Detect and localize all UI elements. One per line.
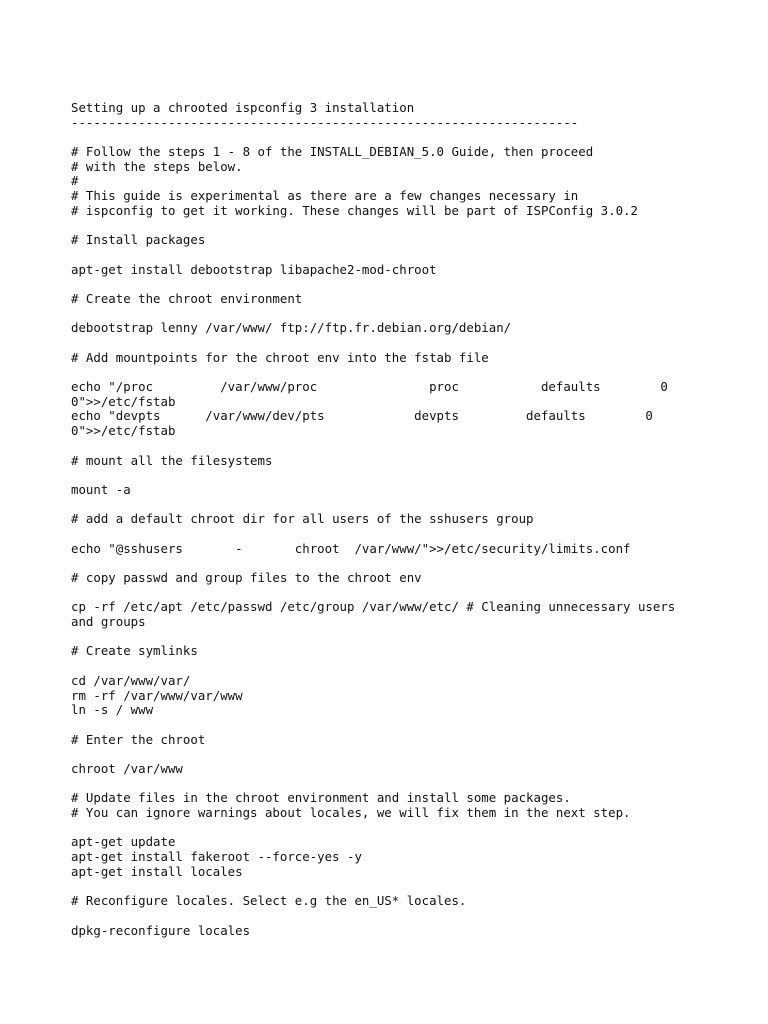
blank-line xyxy=(71,586,761,601)
comment-line: # Create the chroot environment xyxy=(71,290,303,306)
comment-line: # ispconfig to get it working. These changes will be part of ISPConfig 3.0.2 xyxy=(71,202,638,218)
blank-line xyxy=(71,630,761,645)
comment-line: # This guide is experimental as there are a few changes necessary in xyxy=(71,188,579,204)
comment-line: # Update files in the chroot environment and install some packages. xyxy=(71,790,571,806)
blank-line xyxy=(71,336,761,351)
document-title: Setting up a chrooted ispconfig 3 installation xyxy=(71,100,415,115)
blank-line xyxy=(71,498,761,513)
blank-line xyxy=(71,556,761,571)
title-underline: -------------------------------------------------------------------- xyxy=(71,114,579,130)
command-line: echo "@sshusers - chroot /var/www/">>/etc/security/limits.conf xyxy=(71,540,631,556)
blank-line xyxy=(71,248,761,263)
comment-line: # add a default chroot dir for all users of the sshusers group xyxy=(71,511,534,527)
command-line: ln -s / www xyxy=(71,702,154,718)
command-line: dpkg-reconfigure locales xyxy=(71,922,251,938)
comment-line: # Enter the chroot xyxy=(71,731,206,747)
comment-line: # Reconfigure locales. Select e.g the en_US* locales. xyxy=(71,893,467,909)
comment-line: # Follow the steps 1 - 8 of the INSTALL_DEBIAN_5.0 Guide, then proceed xyxy=(71,144,594,160)
document-text xyxy=(71,101,761,938)
command-line: cd /var/www/var/ xyxy=(71,672,191,688)
blank-line xyxy=(71,277,761,292)
command-line: apt-get install debootstrap libapache2-mod-chroot xyxy=(71,261,437,277)
command-line: chroot /var/www xyxy=(71,760,183,776)
blank-line xyxy=(71,777,761,792)
command-line: 0">>/etc/fstab xyxy=(71,393,176,409)
blank-line xyxy=(71,718,761,733)
comment-line: # Add mountpoints for the chroot env into the fstab file xyxy=(71,349,489,365)
blank-line xyxy=(71,527,761,542)
command-line: 0">>/etc/fstab xyxy=(71,423,176,439)
command-line: apt-get update xyxy=(71,834,176,850)
command-line: rm -rf /var/www/var/www xyxy=(71,687,243,703)
blank-line xyxy=(71,219,761,234)
command-line: and groups xyxy=(71,614,146,630)
comment-line: # Create symlinks xyxy=(71,643,198,659)
comment-line: # with the steps below. xyxy=(71,158,243,174)
blank-line xyxy=(71,747,761,762)
blank-line xyxy=(71,659,761,674)
blank-line xyxy=(71,307,761,322)
blank-line xyxy=(71,365,761,380)
comment-line: # You can ignore warnings about locales, we will fix them in the next step. xyxy=(71,805,631,820)
command-line: cp -rf /etc/apt /etc/passwd /etc/group /var/www/etc/ # Cleaning unnecessary users xyxy=(71,599,676,615)
blank-line xyxy=(71,821,761,836)
blank-line xyxy=(71,439,761,454)
comment-line: # mount all the filesystems xyxy=(71,452,273,468)
blank-line xyxy=(71,130,761,145)
comment-line: # copy passwd and group files to the chroot env xyxy=(71,570,422,585)
command-line: apt-get install locales xyxy=(71,863,243,879)
comment-line: # xyxy=(71,173,79,189)
blank-line xyxy=(71,468,761,483)
command-line: apt-get install fakeroot --force-yes -y xyxy=(71,849,362,865)
command-line: mount -a xyxy=(71,481,131,497)
command-line: echo "devpts /var/www/dev/pts devpts defaults 0 xyxy=(71,408,653,424)
command-line: echo "/proc /var/www/proc proc defaults 0 xyxy=(71,379,668,395)
blank-line xyxy=(71,909,761,924)
comment-line: # Install packages xyxy=(71,232,206,248)
command-line: debootstrap lenny /var/www/ ftp://ftp.fr.debian.org/debian/ xyxy=(71,320,512,336)
blank-line xyxy=(71,879,761,894)
